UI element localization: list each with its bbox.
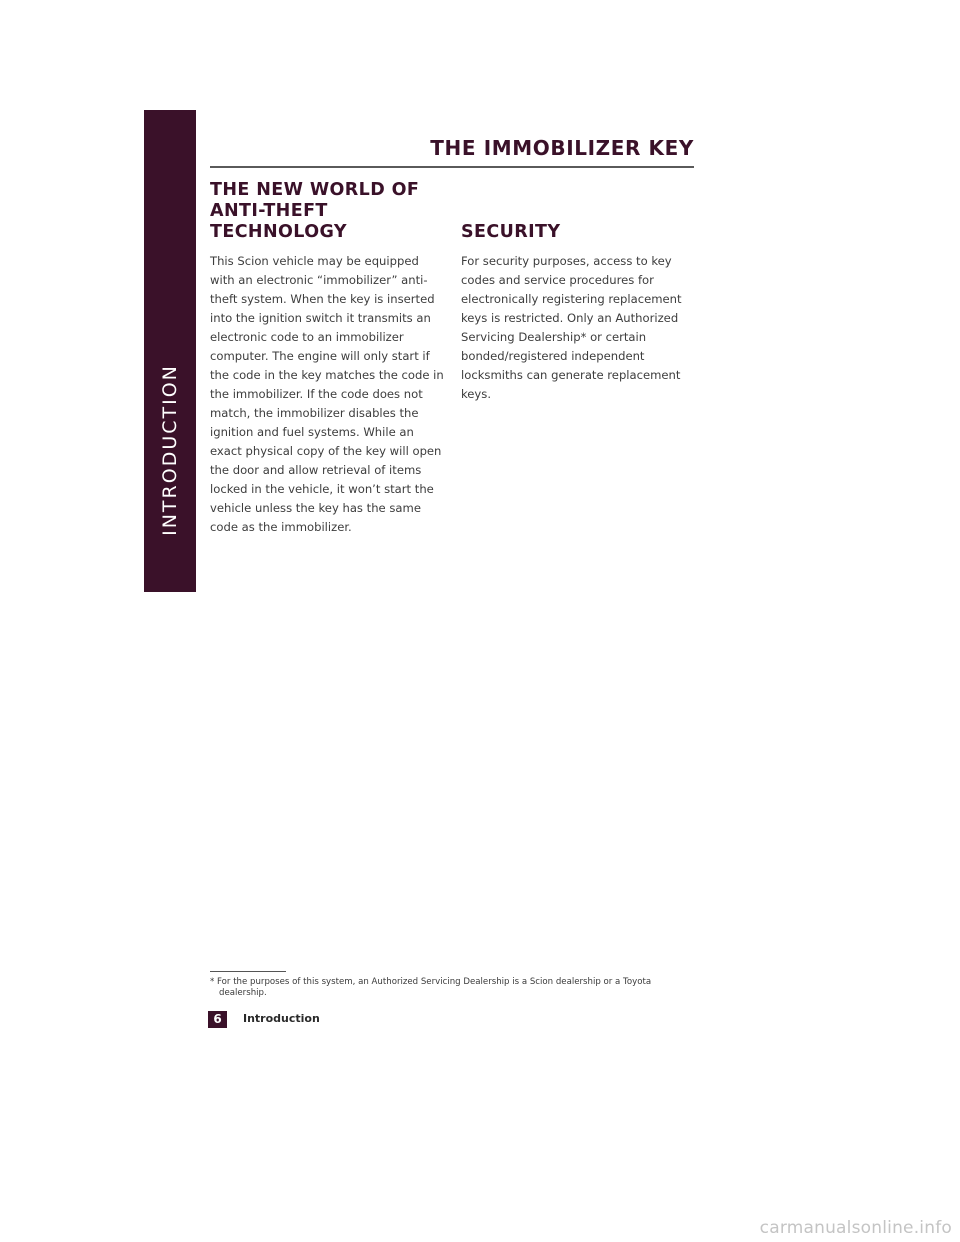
side-tab-label-wrapper xyxy=(144,110,196,592)
security-heading: SECURITY xyxy=(461,222,561,242)
anti-theft-heading: THE NEW WORLD OF ANTI-THEFT TECHNOLOGY xyxy=(210,180,420,242)
header-divider xyxy=(210,166,694,168)
watermark: carmanualsonline.info xyxy=(759,1218,952,1238)
side-tab-label: INTRODUCTION xyxy=(159,364,181,536)
right-column xyxy=(461,180,691,404)
security-body: For security purposes, access to key codes and service procedures for electronically registering replacement keys is restricted. Only an Authorized Servicing Dealership* or certain bonded/registered independent locksmiths can generate replacement keys. xyxy=(461,254,682,401)
section-side-tab xyxy=(144,110,196,592)
left-column xyxy=(210,180,446,537)
page-number: 6 xyxy=(208,1011,227,1028)
footnote-divider xyxy=(210,971,286,972)
page-title: THE IMMOBILIZER KEY xyxy=(430,136,694,160)
footer-section-label: Introduction xyxy=(243,1012,320,1025)
footnote: * For the purposes of this system, an Authorized Servicing Dealership is a Scion dealership or a Toyota dealership. xyxy=(210,977,652,998)
anti-theft-body: This Scion vehicle may be equipped with an electronic “immobilizer” anti-theft system. When the key is inserted into the ignition switch it transmits an electronic code to an immobilizer computer. The engine will only start if the code in the key matches the code in the immobilizer. If the code does not match, the immobilizer disables the ignition and fuel systems. While an exact physical copy of the key will open the door and allow retrieval of items locked in the vehicle, it won’t start the vehicle unless the key has the same code as the immobilizer. xyxy=(210,254,444,534)
